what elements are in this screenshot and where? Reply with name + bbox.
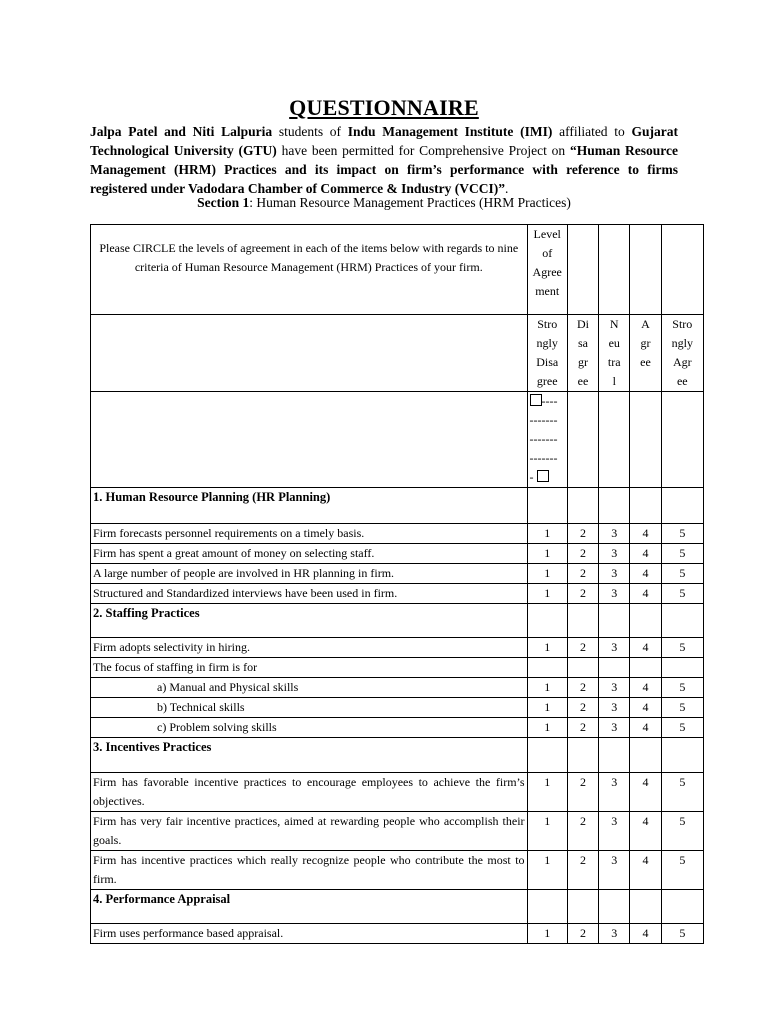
rating-1[interactable]: 1 [527, 678, 567, 698]
section-row [91, 488, 704, 524]
empty-cell [661, 392, 703, 488]
section-text: : Human Resource Management Practices (HRM Practices) [249, 195, 571, 210]
empty-cell [599, 392, 630, 488]
section-heading-cell: 4. Performance Appraisal [91, 890, 528, 924]
section-row [91, 604, 704, 638]
rating-5[interactable]: 5 [661, 524, 703, 544]
scale-strongly-disagree: Stro ngly Disa gree [527, 315, 567, 392]
rating-2[interactable]: 2 [567, 924, 598, 944]
rating-4[interactable]: 4 [630, 524, 661, 544]
rating-5[interactable]: 5 [661, 698, 703, 718]
question-text: Firm has favorable incentive practices to encourage employees to achieve the firm’s objectives. [91, 773, 528, 812]
rating-4[interactable]: 4 [630, 812, 661, 851]
question-row [91, 698, 704, 718]
scale-labels-row [91, 315, 704, 392]
rating-3[interactable]: 3 [599, 638, 630, 658]
question-text: A large number of people are involved in HR planning in firm. [91, 564, 528, 584]
instruction-cell: Please CIRCLE the levels of agreement in each of the items below with regards to nine criteria of Human Resource Management (HRM) Practices of your firm. [91, 225, 528, 315]
empty-cell [630, 392, 661, 488]
rating-5[interactable]: 5 [661, 773, 703, 812]
section-heading-cell: 1. Human Resource Planning (HR Planning) [91, 488, 528, 524]
rating-2[interactable]: 2 [567, 812, 598, 851]
question-row [91, 718, 704, 738]
project-title: “Human Resource Management (HRM) Practices and its impact on firm’s performance with reference to firms registered under Vadodara Chamber of Commerce & Industry (VCCI)” [90, 143, 678, 196]
rating-3[interactable]: 3 [599, 584, 630, 604]
question-row [91, 678, 704, 698]
rating-4[interactable]: 4 [630, 924, 661, 944]
question-text: The focus of staffing in firm is for [91, 658, 528, 678]
question-row [91, 584, 704, 604]
rating-5[interactable]: 5 [661, 924, 703, 944]
question-text: Firm forecasts personnel requirements on a timely basis. [91, 524, 528, 544]
rating-2[interactable]: 2 [567, 638, 598, 658]
rating-4[interactable]: 4 [630, 638, 661, 658]
rating-5[interactable]: 5 [661, 678, 703, 698]
rating-3[interactable]: 3 [599, 924, 630, 944]
page-title: QUESTIONNAIRE [289, 95, 479, 120]
intro-text-1: students of [272, 124, 348, 139]
empty-label-cell [91, 392, 528, 488]
question-text: Structured and Standardized interviews have been used in firm. [91, 584, 528, 604]
rating-2[interactable]: 2 [567, 584, 598, 604]
rating-1[interactable]: 1 [527, 698, 567, 718]
rating-5[interactable]: 5 [661, 851, 703, 890]
rating-3[interactable]: 3 [599, 564, 630, 584]
rating-1[interactable]: 1 [527, 924, 567, 944]
question-row [91, 773, 704, 812]
checkbox-icon [537, 470, 549, 482]
scale-line-row [91, 392, 704, 488]
intro-paragraph [90, 122, 678, 198]
question-row [91, 544, 704, 564]
rating-3[interactable]: 3 [599, 851, 630, 890]
university-name: Gujarat Technological University (GTU) [90, 124, 678, 158]
section-heading-cell: 3. Incentives Practices [91, 738, 528, 773]
section-row [91, 738, 704, 773]
rating-2[interactable]: 2 [567, 544, 598, 564]
question-row [91, 564, 704, 584]
section-heading [0, 195, 768, 211]
rating-1[interactable]: 1 [527, 851, 567, 890]
question-text: b) Technical skills [91, 698, 528, 718]
institute-name: Indu Management Institute (IMI) [347, 124, 553, 139]
rating-5[interactable]: 5 [661, 812, 703, 851]
question-row [91, 524, 704, 544]
scale-line-cell: ---- ------- ------- ------- - [527, 392, 567, 488]
question-text: Firm has very fair incentive practices, aimed at rewarding people who accomplish their goals. [91, 812, 528, 851]
rating-2[interactable]: 2 [567, 564, 598, 584]
question-text: Firm has spent a great amount of money on selecting staff. [91, 544, 528, 564]
question-text: Firm adopts selectivity in hiring. [91, 638, 528, 658]
question-text: a) Manual and Physical skills [91, 678, 528, 698]
rating-1[interactable]: 1 [527, 718, 567, 738]
section-heading-cell: 2. Staffing Practices [91, 604, 528, 638]
intro-text-3: have been permitted for Comprehensive Project on [276, 143, 570, 158]
rating-3[interactable]: 3 [599, 544, 630, 564]
question-row [91, 812, 704, 851]
question-text: Firm has incentive practices which really recognize people who contribute the most to firm. [91, 851, 528, 890]
rating-1[interactable]: 1 [527, 564, 567, 584]
rating-3[interactable]: 3 [599, 812, 630, 851]
question-text: c) Problem solving skills [91, 718, 528, 738]
rating-4[interactable]: 4 [630, 564, 661, 584]
rating-3[interactable]: 3 [599, 698, 630, 718]
rating-5[interactable]: 5 [661, 718, 703, 738]
rating-1[interactable]: 1 [527, 524, 567, 544]
header-row [91, 225, 704, 315]
scale-disagree: Di sa gr ee [567, 315, 598, 392]
intro-text-4: . [505, 181, 509, 196]
rating-2[interactable]: 2 [567, 524, 598, 544]
scale-neutral: N eu tra l [599, 315, 630, 392]
empty-header-cell [599, 225, 630, 315]
rating-4[interactable]: 4 [630, 698, 661, 718]
rating-4[interactable]: 4 [630, 678, 661, 698]
section-label: Section 1 [197, 195, 250, 210]
question-row [91, 924, 704, 944]
question-text: Firm uses performance based appraisal. [91, 924, 528, 944]
rating-2[interactable]: 2 [567, 773, 598, 812]
section-row [91, 890, 704, 924]
scale-agree: A gr ee [630, 315, 661, 392]
empty-header-cell [661, 225, 703, 315]
rating-5[interactable]: 5 [661, 584, 703, 604]
rating-4[interactable]: 4 [630, 718, 661, 738]
rating-3[interactable]: 3 [599, 524, 630, 544]
empty-label-cell [91, 315, 528, 392]
intro-text-2: affiliated to [552, 124, 632, 139]
empty-header-cell [630, 225, 661, 315]
rating-3[interactable]: 3 [599, 773, 630, 812]
empty-cell [567, 392, 598, 488]
question-row [91, 638, 704, 658]
rating-1[interactable]: 1 [527, 773, 567, 812]
rating-4[interactable]: 4 [630, 773, 661, 812]
rating-1[interactable]: 1 [527, 544, 567, 564]
empty-header-cell [567, 225, 598, 315]
rating-5[interactable]: 5 [661, 544, 703, 564]
rating-4[interactable]: 4 [630, 544, 661, 564]
rating-3[interactable]: 3 [599, 718, 630, 738]
level-of-agreement-header: Level of Agree ment [527, 225, 567, 315]
checkbox-icon [530, 394, 542, 406]
rating-1[interactable]: 1 [527, 812, 567, 851]
scale-strongly-agree: Stro ngly Agr ee [661, 315, 703, 392]
rating-3[interactable]: 3 [599, 678, 630, 698]
question-row [91, 851, 704, 890]
questionnaire-table [90, 224, 704, 944]
question-row [91, 658, 704, 678]
rating-4[interactable]: 4 [630, 584, 661, 604]
rating-2[interactable]: 2 [567, 678, 598, 698]
rating-4[interactable]: 4 [630, 851, 661, 890]
rating-1[interactable]: 1 [527, 584, 567, 604]
student-names: Jalpa Patel and Niti Lalpuria [90, 124, 273, 139]
rating-2[interactable]: 2 [567, 698, 598, 718]
rating-5[interactable]: 5 [661, 638, 703, 658]
rating-5[interactable]: 5 [661, 564, 703, 584]
rating-2[interactable]: 2 [567, 851, 598, 890]
rating-2[interactable]: 2 [567, 718, 598, 738]
rating-1[interactable]: 1 [527, 638, 567, 658]
